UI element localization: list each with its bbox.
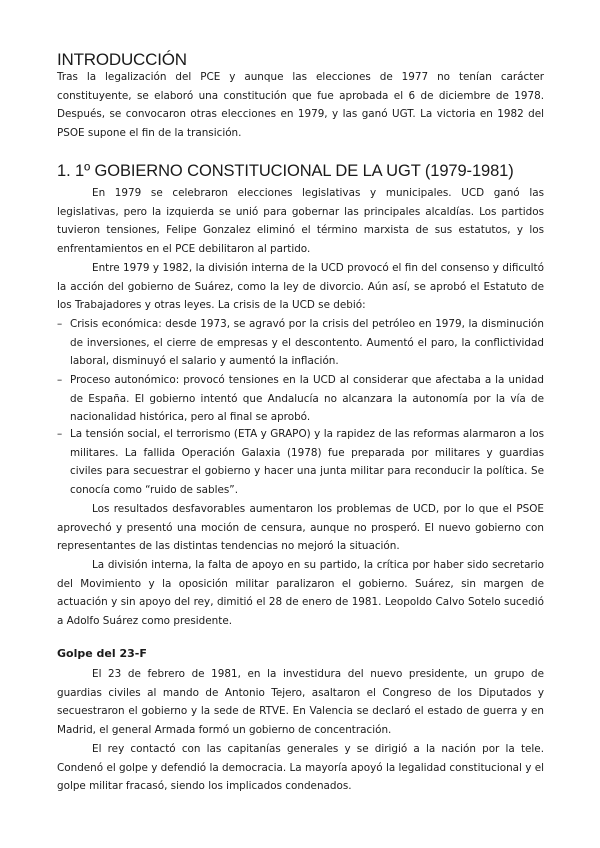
section-heading: 1. 1º GOBIERNO CONSTITUCIONAL DE LA UGT (1979-1981) — [57, 162, 514, 180]
list-item — [57, 371, 544, 427]
subsection-paragraph-2: El rey contactó con las capitanías generales y se dirigió a la nación por la tele. Condenó el golpe y defendió la democracia. La mayoría apoyó la legalidad constitucional y el golpe militar fracasó, siendo los implicados condenados. — [57, 743, 544, 793]
section-paragraph-3: Los resultados desfavorables aumentaron los problemas de UCD, por lo que el PSOE aprovechó y presentó una moción de censura, aunque no prosperó. El nuevo gobierno con representantes de las distintas tendencias no mejoró la situación. — [57, 503, 544, 553]
section-paragraph-1: En 1979 se celebraron elecciones legislativas y municipales. UCD ganó las legislativas, pero la izquierda se unió para gobernar las principales alcaldías. Los partidos tuvieron tensiones, Felipe Gonzalez eliminó el término marxista de sus estatutos, y los enfrentamientos en el PCE debilitaron al partido. — [57, 187, 544, 255]
list-item-text: Proceso autonómico: provocó tensiones en la UCD al considerar que afectaba a la unidad de España. El gobierno intentó que Andalucía no alcanzara la autonomía por la vía de nacionalidad histórica, pero al final se aprobó. — [70, 374, 544, 424]
list-item — [57, 425, 544, 499]
list-item-text: La tensión social, el terrorismo (ETA y GRAPO) y la rapidez de las reformas alarmaron a los militares. La fallida Operación Galaxia (1978) fue preparada por militares y guardias civiles para secuestrar el gobierno y hacer una junta militar para reconducir la política. Se conocía como “ruido de sables”. — [70, 428, 544, 496]
subsection-heading: Golpe del 23-F — [57, 647, 147, 660]
bullet-dash: – — [57, 374, 63, 386]
subsection-paragraph-1: El 23 de febrero de 1981, en la investidura del nuevo presidente, un grupo de guardias civiles al mando de Antonio Tejero, asaltaron el Congreso de los Diputados y secuestraron el gobierno y la sede de RTVE. En Valencia se declaró el estado de guerra y en Madrid, el general Armada formó un gobierno de concentración. — [57, 668, 544, 736]
bullet-dash: – — [57, 428, 63, 440]
list-item-text: Crisis económica: desde 1973, se agravó por la crisis del petróleo en 1979, la disminución de inversiones, el cierre de empresas y el descontento. Aumentó el paro, la conflictividad laboral, disminuyó el salario y aumentó la inflación. — [70, 318, 544, 368]
section-paragraph-2: Entre 1979 y 1982, la división interna de la UCD provocó el fin del consenso y dificultó la acción del gobierno de Suárez, como la ley de divorcio. Aún así, se aprobó el Estatuto de los Trabajadores y otras leyes. La crisis de la UCD se debió: — [57, 262, 544, 312]
list-item — [57, 315, 544, 371]
bullet-dash: – — [57, 318, 63, 330]
intro-heading: INTRODUCCIÓN — [57, 50, 187, 69]
intro-paragraph: Tras la legalización del PCE y aunque las elecciones de 1977 no tenían carácter constituyente, se elaboró una constitución que fue aprobada el 6 de diciembre de 1978. Después, se convocaron otras elecciones en 1979, y las ganó UGT. La victoria en 1982 del PSOE supone el fin de la transición. — [57, 71, 544, 139]
section-paragraph-4: La división interna, la falta de apoyo en su partido, la crítica por haber sido secretario del Movimiento y la oposición militar paralizaron el gobierno. Suárez, sin margen de actuación y sin apoyo del rey, dimitió el 28 de enero de 1981. Leopoldo Calvo Sotelo sucedió a Adolfo Suárez como presidente. — [57, 559, 544, 627]
